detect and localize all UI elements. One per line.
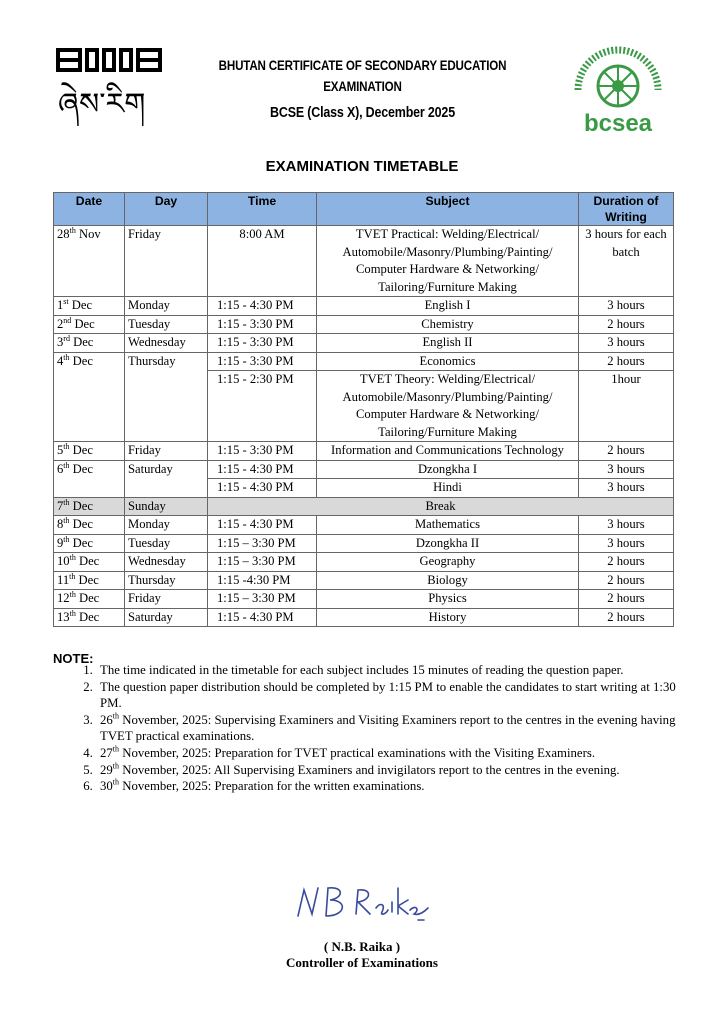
- date-cell: 2nd Dec: [54, 315, 125, 334]
- table-header-row: [54, 193, 674, 226]
- note-item: 6. 30th November, 2025: Preparation for the written examinations.: [96, 778, 696, 795]
- duration-cell: 2 hours: [579, 352, 674, 371]
- table-row: [54, 571, 674, 590]
- notes-heading: NOTE:: [53, 651, 94, 666]
- logo-tibetan-text: ཞེས་རིག: [58, 87, 146, 122]
- subject-cell: Geography: [317, 553, 579, 572]
- time-cell: 1:15 - 4:30 PM: [208, 460, 317, 479]
- signatory-name: ( N.B. Raika ): [323, 939, 401, 954]
- time-cell: 1:15 - 4:30 PM: [208, 479, 317, 498]
- duration-cell: 2 hours: [579, 571, 674, 590]
- date-cell: 3rd Dec: [54, 334, 125, 353]
- table-row: [54, 460, 674, 479]
- subject-cell: Information and Communications Technology: [317, 442, 579, 461]
- day-cell: Wednesday: [125, 334, 208, 353]
- time-cell: 1:15 - 4:30 PM: [208, 608, 317, 627]
- note-item: 3. 26th November, 2025: Supervising Examiners and Visiting Examiners report to the centres in the evening having TVET practical examinations.: [96, 712, 696, 745]
- table-row: [54, 553, 674, 572]
- day-cell: Monday: [125, 516, 208, 535]
- col-header-day: Day: [125, 193, 208, 226]
- date-cell: 11th Dec: [54, 571, 125, 590]
- date-cell: 8th Dec: [54, 516, 125, 535]
- col-header-duration: Duration of Writing: [579, 193, 674, 226]
- notes-list: [78, 662, 696, 795]
- time-cell: 1:15 – 3:30 PM: [208, 553, 317, 572]
- time-cell: 1:15 – 3:30 PM: [208, 534, 317, 553]
- subject-cell: History: [317, 608, 579, 627]
- bcsea-logo-text: bcsea: [583, 110, 653, 137]
- time-cell: 1:15 - 4:30 PM: [208, 516, 317, 535]
- header-line-1: BHUTAN CERTIFICATE OF SECONDARY EDUCATION: [218, 58, 507, 73]
- date-cell: 9th Dec: [54, 534, 125, 553]
- date-cell: 1st Dec: [54, 297, 125, 316]
- table-row: [54, 516, 674, 535]
- table-row: [54, 608, 674, 627]
- duration-cell: 3 hours: [579, 460, 674, 479]
- date-cell: 4th Dec: [54, 352, 125, 442]
- signature-image: [290, 880, 440, 930]
- col-header-subject: Subject: [317, 193, 579, 226]
- note-item: 4. 27th November, 2025: Preparation for TVET practical examinations with the Visiting Examiners.: [96, 745, 696, 762]
- date-cell: 28th Nov: [54, 226, 125, 297]
- date-cell: 12th Dec: [54, 590, 125, 609]
- time-cell: 1:15 - 4:30 PM: [208, 297, 317, 316]
- note-item: 5. 29th November, 2025: All Supervising Examiners and invigilators report to the centres in the evening.: [96, 762, 696, 779]
- break-cell: Break: [208, 497, 674, 516]
- subject-cell: Biology: [317, 571, 579, 590]
- day-cell: Friday: [125, 226, 208, 297]
- date-cell: 5th Dec: [54, 442, 125, 461]
- day-cell: Saturday: [125, 608, 208, 627]
- date-cell: 7th Dec: [54, 497, 125, 516]
- subject-cell: Dzongkha II: [317, 534, 579, 553]
- duration-cell: 3 hours: [579, 534, 674, 553]
- day-cell: Tuesday: [125, 315, 208, 334]
- duration-cell: 2 hours: [579, 608, 674, 627]
- subject-cell: Economics: [317, 352, 579, 371]
- time-cell: 8:00 AM: [208, 226, 317, 297]
- duration-cell: 2 hours: [579, 315, 674, 334]
- duration-cell: 3 hours for each batch: [579, 226, 674, 297]
- day-cell: Tuesday: [125, 534, 208, 553]
- time-cell: 1:15 - 3:30 PM: [208, 315, 317, 334]
- table-row: [54, 442, 674, 461]
- subject-cell: Mathematics: [317, 516, 579, 535]
- note-item: 1. The time indicated in the timetable for each subject includes 15 minutes of reading the question paper.: [96, 662, 696, 679]
- table-row: [54, 590, 674, 609]
- page-title: EXAMINATION TIMETABLE: [265, 158, 459, 175]
- time-cell: 1:15 - 3:30 PM: [208, 352, 317, 371]
- table-row: [54, 315, 674, 334]
- subject-cell: TVET Practical: Welding/Electrical/ Automobile/Masonry/Plumbing/Painting/ Computer Hardware & Networking/ Tailoring/Furniture Making: [317, 226, 579, 297]
- time-cell: 1:15 - 3:30 PM: [208, 442, 317, 461]
- note-item: 2. The question paper distribution should be completed by 1:15 PM to enable the candidates to start writing at 1:30 PM.: [96, 679, 696, 712]
- duration-cell: 2 hours: [579, 442, 674, 461]
- duration-cell: 2 hours: [579, 553, 674, 572]
- table-row: [54, 352, 674, 371]
- time-cell: 1:15 - 3:30 PM: [208, 334, 317, 353]
- table-row: [54, 334, 674, 353]
- time-cell: 1:15 -4:30 PM: [208, 571, 317, 590]
- date-cell: 10th Dec: [54, 553, 125, 572]
- day-cell: Thursday: [125, 352, 208, 442]
- header-line-2: EXAMINATION: [323, 79, 402, 94]
- subject-cell: TVET Theory: Welding/Electrical/ Automobile/Masonry/Plumbing/Painting/ Computer Hardware & Networking/ Tailoring/Furniture Making: [317, 371, 579, 442]
- time-cell: 1:15 - 2:30 PM: [208, 371, 317, 442]
- signatory-title: Controller of Examinations: [286, 955, 438, 970]
- day-cell: Sunday: [125, 497, 208, 516]
- date-cell: 6th Dec: [54, 460, 125, 497]
- day-cell: Monday: [125, 297, 208, 316]
- subject-cell: English I: [317, 297, 579, 316]
- table-row: [54, 297, 674, 316]
- subject-cell: Dzongkha I: [317, 460, 579, 479]
- day-cell: Thursday: [125, 571, 208, 590]
- duration-cell: 3 hours: [579, 516, 674, 535]
- col-header-date: Date: [54, 193, 125, 226]
- rigzhung-logo: [54, 44, 164, 126]
- duration-cell: 3 hours: [579, 334, 674, 353]
- day-cell: Friday: [125, 590, 208, 609]
- table-row: [54, 534, 674, 553]
- subject-cell: Chemistry: [317, 315, 579, 334]
- time-cell: 1:15 – 3:30 PM: [208, 590, 317, 609]
- day-cell: Friday: [125, 442, 208, 461]
- duration-cell: 1hour: [579, 371, 674, 442]
- break-row: [54, 497, 674, 516]
- col-header-time: Time: [208, 193, 317, 226]
- day-cell: Saturday: [125, 460, 208, 497]
- duration-cell: 3 hours: [579, 297, 674, 316]
- day-cell: Wednesday: [125, 553, 208, 572]
- subject-cell: Hindi: [317, 479, 579, 498]
- table-row: [54, 226, 674, 297]
- subject-cell: English II: [317, 334, 579, 353]
- duration-cell: 2 hours: [579, 590, 674, 609]
- subject-cell: Physics: [317, 590, 579, 609]
- exam-timetable: [53, 192, 674, 627]
- bcsea-logo: [566, 38, 670, 138]
- date-cell: 13th Dec: [54, 608, 125, 627]
- duration-cell: 3 hours: [579, 479, 674, 498]
- header-line-3: BCSE (Class X), December 2025: [270, 105, 455, 121]
